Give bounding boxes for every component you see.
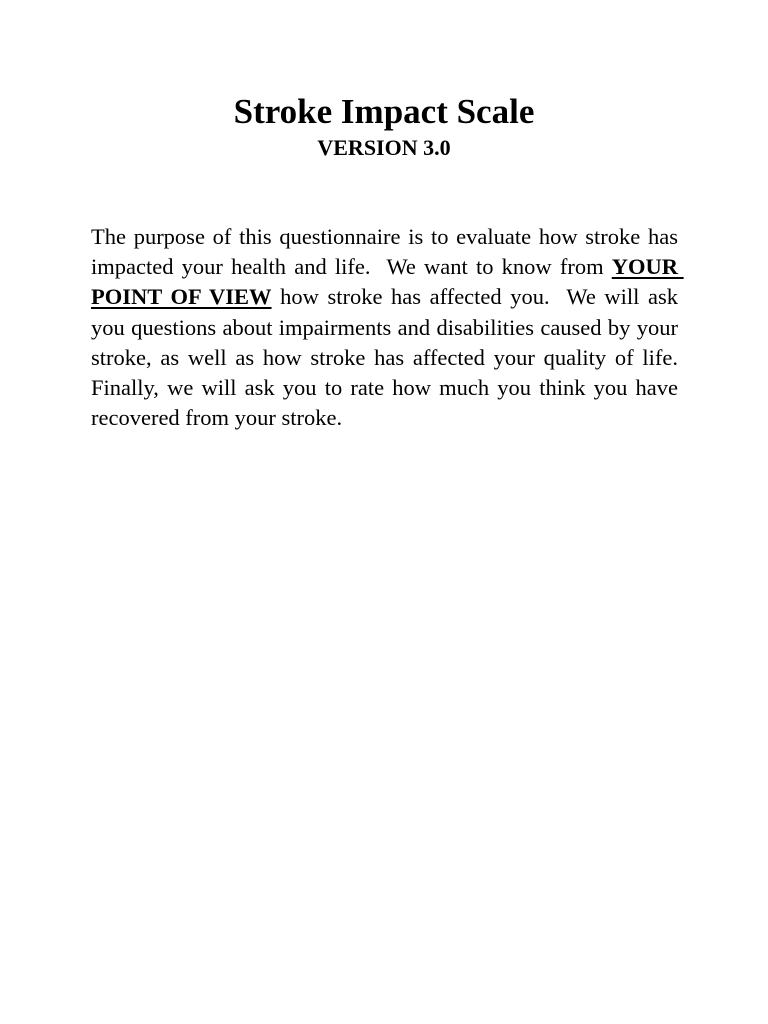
point-of-view-emphasis: YOUR POINT OF VIEW	[91, 254, 684, 310]
intro-text-part-2: how stroke has affected you. We will ask you questions about impairments and disabilities caused by your stroke, as well as how stroke has affected your quality of life. Finally, we will ask you to rate how much you think you have recovered from your stroke.	[91, 284, 684, 431]
intro-text-part-1: The purpose of this questionnaire is to evaluate how stroke has impacted your health and life. We want to know from	[91, 224, 684, 280]
version-label: VERSION 3.0	[317, 135, 451, 160]
intro-paragraph	[91, 222, 684, 433]
document-title: Stroke Impact Scale	[233, 92, 535, 131]
